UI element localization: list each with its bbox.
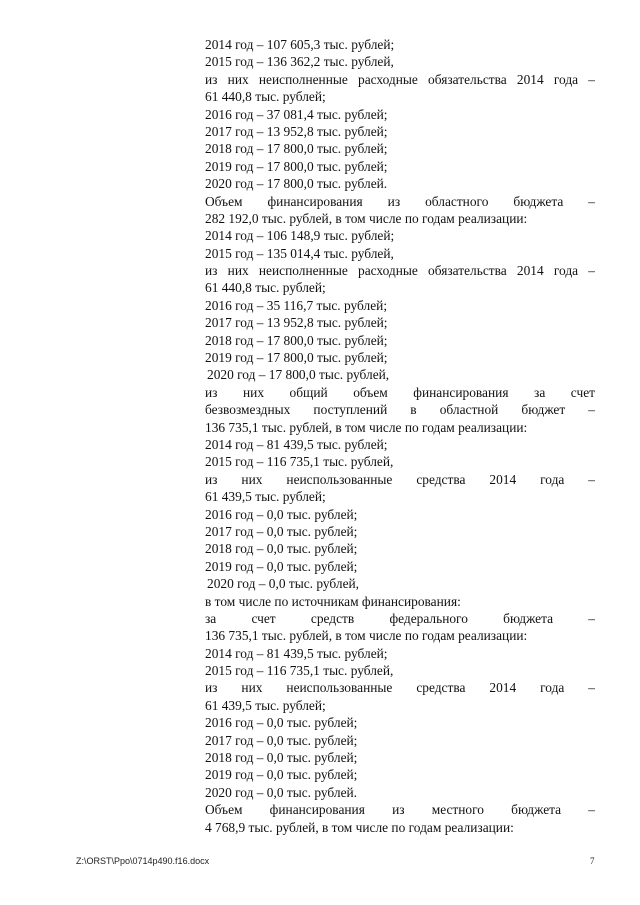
- footer-file-path: Z:\ORST\Ppo\0714p490.f16.docx: [76, 856, 210, 866]
- text-line: 2014 год – 81 439,5 тыс. рублей;: [205, 645, 388, 661]
- text-line: 61 440,8 тыс. рублей;: [205, 89, 326, 105]
- text-line: 2017 год – 13 952,8 тыс. рублей;: [205, 315, 388, 331]
- text-line: 136 735,1 тыс. рублей, в том числе по годам реализации:: [205, 628, 528, 644]
- text-line: 2014 год – 106 148,9 тыс. рублей;: [205, 228, 395, 244]
- text-line: 2016 год – 35 116,7 тыс. рублей;: [205, 297, 388, 313]
- text-line: 61 439,5 тыс. рублей;: [205, 489, 326, 505]
- text-line: 2018 год – 17 800,0 тыс. рублей;: [205, 141, 388, 157]
- text-line: 2016 год – 37 081,4 тыс. рублей;: [205, 106, 388, 122]
- document-text: [205, 36, 595, 836]
- text-line: 2014 год – 107 605,3 тыс. рублей;: [205, 37, 395, 52]
- text-line: из них общий объем финансирования за счет: [205, 384, 595, 400]
- text-line: за счет средств федерального бюджета –: [205, 610, 595, 626]
- text-line: 2015 год – 116 735,1 тыс. рублей,: [205, 663, 394, 679]
- text-line: 136 735,1 тыс. рублей, в том числе по годам реализации:: [205, 419, 528, 435]
- text-line: 2015 год – 136 362,2 тыс. рублей,: [205, 54, 394, 70]
- text-line: 2020 год – 0,0 тыс. рублей.: [205, 784, 358, 800]
- text-line: в том числе по источникам финансирования:: [205, 593, 461, 609]
- text-line: 2016 год – 0,0 тыс. рублей;: [205, 506, 358, 522]
- text-line: 2015 год – 135 014,4 тыс. рублей,: [205, 245, 394, 261]
- text-line: 2015 год – 116 735,1 тыс. рублей,: [205, 454, 394, 470]
- page-number: 7: [590, 856, 595, 866]
- text-line: 2017 год – 0,0 тыс. рублей;: [205, 732, 358, 748]
- text-line: из них неисполненные расходные обязательства 2014 года –: [205, 263, 595, 279]
- text-line: 2020 год – 17 800,0 тыс. рублей.: [205, 176, 388, 192]
- text-line: 2016 год – 0,0 тыс. рублей;: [205, 715, 358, 731]
- text-line: 61 439,5 тыс. рублей;: [205, 697, 326, 713]
- text-line: 2018 год – 0,0 тыс. рублей;: [205, 750, 358, 766]
- text-line: Объем финансирования из областного бюджета –: [205, 193, 595, 209]
- text-line: 2017 год – 13 952,8 тыс. рублей;: [205, 123, 388, 139]
- text-line: 2018 год – 0,0 тыс. рублей;: [205, 541, 358, 557]
- text-line: из них неиспользованные средства 2014 года –: [205, 471, 595, 487]
- text-line: из них неиспользованные средства 2014 года –: [205, 680, 595, 696]
- text-line: 2019 год – 0,0 тыс. рублей;: [205, 558, 358, 574]
- text-line: 2017 год – 0,0 тыс. рублей;: [205, 523, 358, 539]
- text-line: 4 768,9 тыс. рублей, в том числе по годам реализации:: [205, 819, 514, 835]
- text-line: 2019 год – 17 800,0 тыс. рублей;: [205, 158, 388, 174]
- text-line: 2014 год – 81 439,5 тыс. рублей;: [205, 436, 388, 452]
- text-line: 282 192,0 тыс. рублей, в том числе по годам реализации:: [205, 210, 528, 226]
- text-line: 2020 год – 0,0 тыс. рублей,: [207, 576, 360, 592]
- text-line: 2018 год – 17 800,0 тыс. рублей;: [205, 332, 388, 348]
- text-line: 2020 год – 17 800,0 тыс. рублей,: [207, 367, 390, 383]
- text-line: 61 440,8 тыс. рублей;: [205, 280, 326, 296]
- text-line: из них неисполненные расходные обязательства 2014 года –: [205, 71, 595, 87]
- text-line: Объем финансирования из местного бюджета –: [205, 802, 595, 818]
- text-line: 2019 год – 17 800,0 тыс. рублей;: [205, 350, 388, 366]
- text-line: 2019 год – 0,0 тыс. рублей;: [205, 767, 358, 783]
- text-line: безвозмездных поступлений в областной бюджет –: [205, 402, 595, 418]
